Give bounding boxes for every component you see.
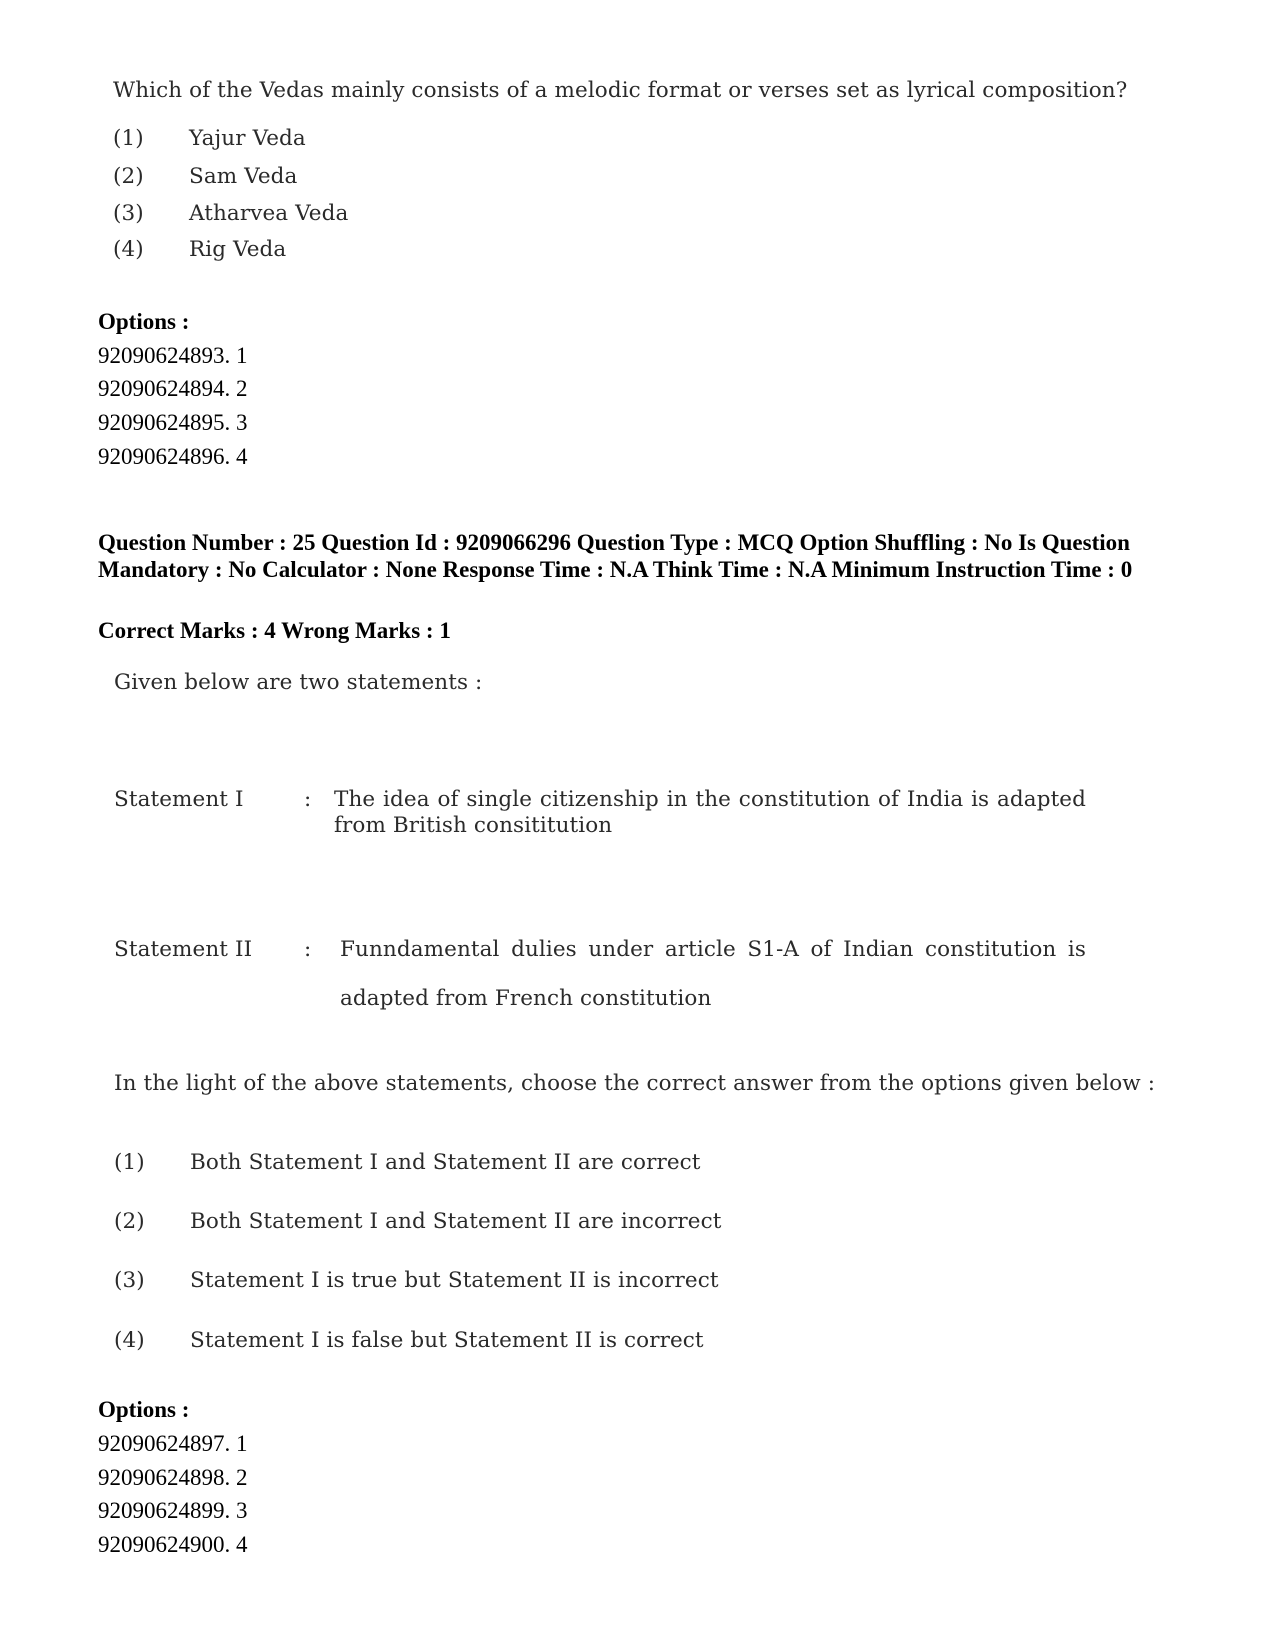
option-id-line: 92090624894. 2: [98, 376, 248, 401]
question-25-choice: [114, 1328, 704, 1353]
statement-2-line-2: adapted from French constitution: [340, 986, 712, 1011]
statement-1-line-1: The idea of single citizenship in the constitution of India is adapted: [334, 787, 1086, 812]
statement-1-line-2: from British consititution: [334, 813, 613, 838]
choice-text: Atharvea Veda: [189, 201, 349, 226]
statement-1-label: Statement I: [114, 787, 244, 812]
choice-text: Yajur Veda: [189, 126, 306, 151]
question-25-choice: [114, 1268, 719, 1293]
question-24-choice: [113, 237, 286, 262]
question-24-choice: [113, 164, 297, 189]
choice-number: (2): [114, 1209, 145, 1234]
question-24-choice: [113, 126, 306, 151]
question-25-choice: [114, 1209, 721, 1234]
statement-2-colon: :: [304, 937, 312, 962]
option-id-line: 92090624899. 3: [98, 1498, 248, 1523]
choice-number: (3): [114, 1268, 145, 1293]
question-24-choice: [113, 201, 348, 226]
choice-text: Both Statement I and Statement II are incorrect: [190, 1209, 722, 1234]
choice-number: (2): [113, 164, 144, 189]
statement-2-line-1: Funndamental dulies under article S1-A of Indian constitution is: [340, 937, 1086, 962]
option-id-line: 92090624897. 1: [98, 1431, 248, 1456]
option-id-line: 92090624898. 2: [98, 1465, 248, 1490]
choice-number: (1): [114, 1150, 145, 1175]
options-heading: Options :: [98, 309, 190, 334]
choice-number: (4): [113, 237, 144, 262]
question-25-choice: [114, 1150, 701, 1175]
choice-number: (3): [113, 201, 144, 226]
statement-1-colon: :: [304, 787, 312, 812]
choice-text: Both Statement I and Statement II are correct: [190, 1150, 701, 1175]
statement-2-label: Statement II: [114, 937, 253, 962]
choice-text: Statement I is true but Statement II is incorrect: [190, 1268, 719, 1293]
question-25-prompt: In the light of the above statements, choose the correct answer from the options given below :: [114, 1071, 1156, 1096]
choice-number: (1): [113, 126, 144, 151]
option-id-line: 92090624900. 4: [98, 1532, 248, 1557]
choice-text: Rig Veda: [189, 237, 287, 262]
question-25-meta: Question Number : 25 Question Id : 9209066296 Question Type : MCQ Option Shuffling : No Is Question Mandatory : No Calculator : None Response Time : N.A Think Time : N.A Minimum Instruction Time : 0: [98, 530, 1133, 582]
question-25-intro: Given below are two statements :: [114, 670, 483, 695]
options-heading: Options :: [98, 1397, 190, 1422]
choice-text: Sam Veda: [189, 164, 298, 189]
question-24-text: Which of the Vedas mainly consists of a melodic format or verses set as lyrical composition?: [113, 78, 1128, 103]
question-25-marks: Correct Marks : 4 Wrong Marks : 1: [98, 618, 451, 643]
choice-text: Statement I is false but Statement II is correct: [190, 1328, 704, 1353]
option-id-line: 92090624896. 4: [98, 444, 248, 469]
option-id-line: 92090624895. 3: [98, 410, 248, 435]
choice-number: (4): [114, 1328, 145, 1353]
option-id-line: 92090624893. 1: [98, 343, 248, 368]
